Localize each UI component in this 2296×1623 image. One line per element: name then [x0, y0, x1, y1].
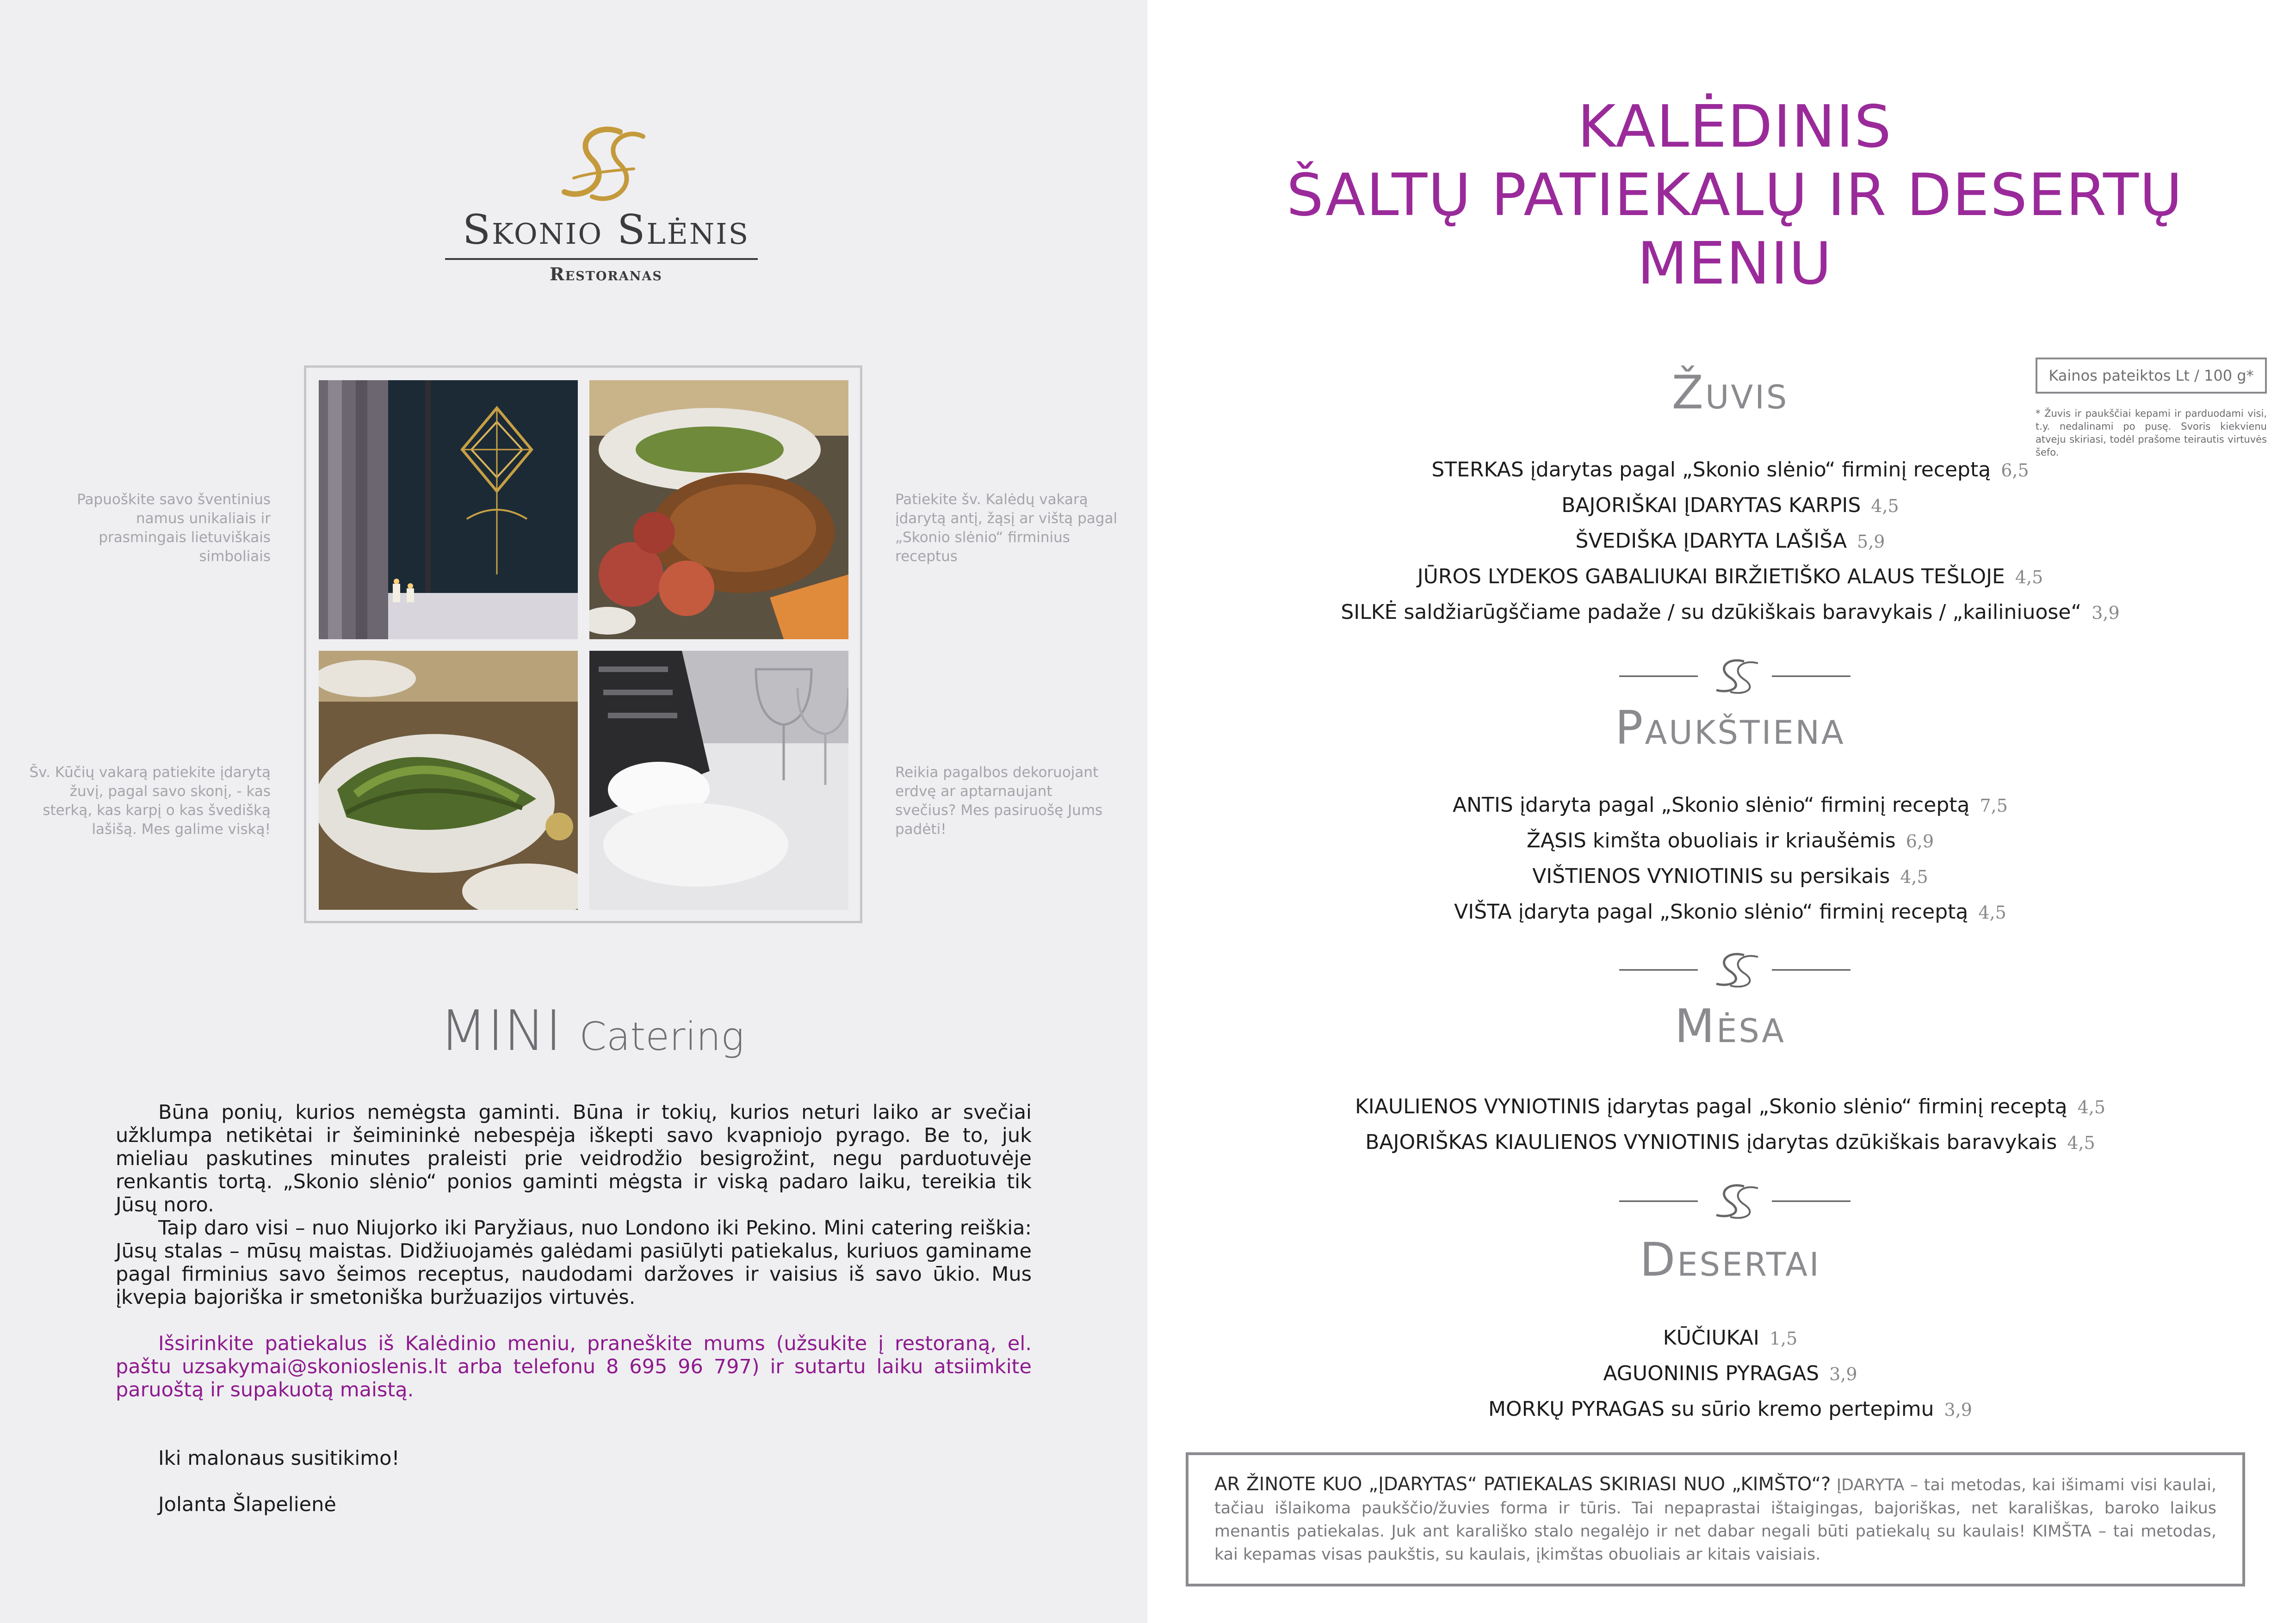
- menu-item-name: VIŠTIENOS VYNIOTINIS su persikais: [1532, 864, 1890, 888]
- menu-item-name: AGUONINIS PYRAGAS: [1603, 1362, 1819, 1385]
- photo-roast-duck: [589, 380, 848, 639]
- paragraph-order-info: Išsirinkite patiekalus iš Kalėdinio meniu, praneškite mums (užsukite į restoraną, el. paštu uzsakymai@skonioslenis.lt arba telefonu 8 695 96 797) ir sutartu laiku atsiimkite paruoštą ir supakuotą maistą.: [116, 1332, 1032, 1401]
- menu-item-price: 7,5: [1980, 796, 2008, 816]
- menu-item: [1277, 788, 2184, 823]
- menu-item: [1277, 488, 2184, 524]
- menu-item: [1277, 1089, 2184, 1125]
- divider-ornament-icon: [1619, 657, 1850, 694]
- divider-ornament-icon: [1619, 1182, 1850, 1219]
- items-paukstiena: [1277, 788, 2184, 930]
- price-footnote: * Žuvis ir paukščiai kepami ir parduodami visi, t.y. nedalinami po pusę. Svoris kiekvienu atveju skiriasi, todėl prašome teirautis virtuvės šefo.: [2036, 408, 2267, 458]
- items-zuvis: [1277, 452, 2184, 630]
- menu-item: [1277, 1321, 2184, 1356]
- logo-name: Skonio Slėnis: [462, 206, 750, 253]
- menu-title-line-1: KALĖDINIS: [1578, 93, 1892, 160]
- info-question: AR ŽINOTE KUO „ĮDARYTAS“ PATIEKALAS SKIRIASI NUO „KIMŠTO“?: [1214, 1474, 1831, 1495]
- menu-item: [1277, 452, 2184, 488]
- menu-item-name: ŽĄSIS kimšta obuoliais ir kriaušėmis: [1526, 829, 1896, 852]
- section-title-desertai: Desertai: [1640, 1233, 1821, 1287]
- menu-item: [1277, 595, 2184, 630]
- menu-item-name: ŠVEDIŠKA ĮDARYTA LAŠIŠA: [1575, 529, 1847, 553]
- items-desertai: [1277, 1321, 2184, 1427]
- menu-item-name: KŪČIUKAI: [1663, 1326, 1759, 1350]
- menu-item-name: SILKĖ saldžiarūgščiame padaže / su dzūkiškais baravykais / „kailiniuose“: [1341, 600, 2082, 624]
- photo-table-service: [589, 651, 848, 910]
- menu-item-price: 3,9: [2092, 603, 2120, 623]
- photo-stuffed-fish: [319, 651, 578, 910]
- menu-title: [1203, 93, 2267, 298]
- menu-item-name: KIAULIENOS VYNIOTINIS įdarytas pagal „Skonio slėnio“ firminį receptą: [1355, 1095, 2067, 1118]
- signature: Jolanta Šlapelienė: [158, 1493, 336, 1516]
- logo-monogram-icon: [546, 123, 657, 215]
- menu-item-price: 3,9: [1829, 1364, 1857, 1384]
- menu-item: [1277, 559, 2184, 595]
- note-top-right: Patiekite šv. Kalėdų vakarą įdarytą antį, žąsį ar vištą pagal „Skonio slėnio“ firminius receptus: [895, 491, 1118, 565]
- menu-item: [1277, 859, 2184, 895]
- menu-item-price: 4,5: [2015, 567, 2043, 587]
- menu-item: [1277, 823, 2184, 859]
- divider-ornament-icon: [1619, 950, 1850, 987]
- menu-item: [1277, 1392, 2184, 1427]
- menu-item: [1277, 1356, 2184, 1392]
- logo-underline: [445, 258, 758, 260]
- note-bottom-right: Reikia pagalbos dekoruojant erdvę ar aptarnaujant svečius? Mes pasiruošę Jums padėti!: [895, 764, 1103, 838]
- menu-item: [1277, 1125, 2184, 1160]
- mini-catering-heading: [439, 999, 744, 1063]
- menu-title-line-3: MENIU: [1637, 229, 1832, 297]
- left-page: [0, 0, 1147, 1623]
- menu-title-line-2: ŠALTŲ PATIEKALŲ IR DESERTŲ: [1286, 161, 2184, 229]
- greeting: Iki malonaus susitikimo!: [158, 1447, 400, 1470]
- section-title-paukstiena: Paukštiena: [1615, 701, 1845, 755]
- menu-item-name: JŪROS LYDEKOS GABALIUKAI BIRŽIETIŠKO ALAUS TEŠLOJE: [1417, 565, 2005, 588]
- menu-item-name: ANTIS įdaryta pagal „Skonio slėnio“ firminį receptą: [1453, 793, 1970, 817]
- paragraph-2: Taip daro visi – nuo Niujorko iki Paryžiaus, nuo Londono iki Pekino. Mini catering reiškia: Jūsų stalas – mūsų maistas. Didžiuojamės galėdami pasiūlyti patiekalus, kuriuos gaminame pagal firminius savo šeimos receptus, naudodami daržoves ir vaisius iš savo ūkio. Mus įkvepia bajoriška ir smetoniška buržuazijos virtuvės.: [116, 1216, 1032, 1309]
- menu-item-price: 5,9: [1857, 531, 1885, 552]
- price-unit-box: Kainos pateiktos Lt / 100 g*: [2036, 358, 2267, 394]
- menu-item-price: 4,5: [1978, 902, 2006, 923]
- menu-item-price: 4,5: [2067, 1133, 2095, 1153]
- menu-item-price: 6,9: [1906, 831, 1934, 852]
- mini-title-main: MINI: [439, 999, 562, 1063]
- menu-item-name: MORKŲ PYRAGAS su sūrio kremo pertepimu: [1488, 1397, 1934, 1421]
- menu-item-price: 4,5: [1871, 496, 1899, 516]
- menu-item-price: 1,5: [1769, 1328, 1798, 1349]
- mini-title-sub: Catering: [579, 1014, 744, 1059]
- paragraph-1: Būna ponių, kurios nemėgsta gaminti. Būna ir tokių, kurios neturi laiko ar svečiai užklumpa netikėtai ir šeimininkė nebespėja iškepti savo kvapniojo pyrago. Be to, juk mieliau paskutines minutes praleisti prie veidrodžio besigrožint, negu parduotuvėje renkantis tortą. „Skonio slėnio“ ponios gaminti mėgsta ir viską padaro laiku, tereikia tik Jūsų noro.: [116, 1101, 1032, 1216]
- note-top-left: Papuoškite savo šventinius namus unikaliais ir prasmingais lietuviškais simboliais: [77, 491, 271, 565]
- menu-item-price: 6,5: [2001, 460, 2029, 481]
- menu-item: [1277, 895, 2184, 930]
- logo-subtitle: Restoranas: [550, 264, 662, 284]
- photo-decoration: [319, 380, 578, 639]
- note-bottom-left: Šv. Kūčių vakarą patiekite įdarytą žuvį, pagal savo skonį, - kas sterką, kas karpį o kas švedišką lašišą. Mes galime viską!: [29, 764, 271, 838]
- section-title-mesa: Mėsa: [1674, 999, 1786, 1053]
- menu-item-name: VIŠTA įdaryta pagal „Skonio slėnio“ firminį receptą: [1454, 900, 1968, 924]
- menu-item-name: STERKAS įdarytas pagal „Skonio slėnio“ firminį receptą: [1431, 458, 1991, 481]
- photo-grid: [304, 365, 862, 923]
- menu-item-name: BAJORIŠKAS KIAULIENOS VYNIOTINIS įdarytas dzūkiškais baravykais: [1365, 1130, 2057, 1154]
- section-title-zuvis: Žuvis: [1671, 365, 1789, 420]
- menu-item-price: 4,5: [1900, 867, 1928, 887]
- menu-item-price: 3,9: [1944, 1400, 1972, 1420]
- menu-item-name: BAJORIŠKAI ĮDARYTAS KARPIS: [1561, 494, 1861, 517]
- info-box: [1186, 1452, 2245, 1586]
- info-answer: ĮDARYTA – tai metodas, kai išimami visi kaulai, tačiau išlaikoma paukščio/žuvies forma ir tūris. Tai nepaprastai ištaigingas, bajoriškas, net karališkas, baroko laikus menantis patiekalas. Juk ant karališko stalo negalėjo ir net dabar negali būti patiekalų su kaulais! KIMŠTA – tai metodas, kai kepamas visas paukštis, su kaulais, įkimštas obuoliais ar kitais vaisiais.: [1214, 1476, 2216, 1564]
- menu-item-price: 4,5: [2077, 1097, 2106, 1117]
- items-mesa: [1277, 1089, 2184, 1160]
- menu-item: [1277, 524, 2184, 559]
